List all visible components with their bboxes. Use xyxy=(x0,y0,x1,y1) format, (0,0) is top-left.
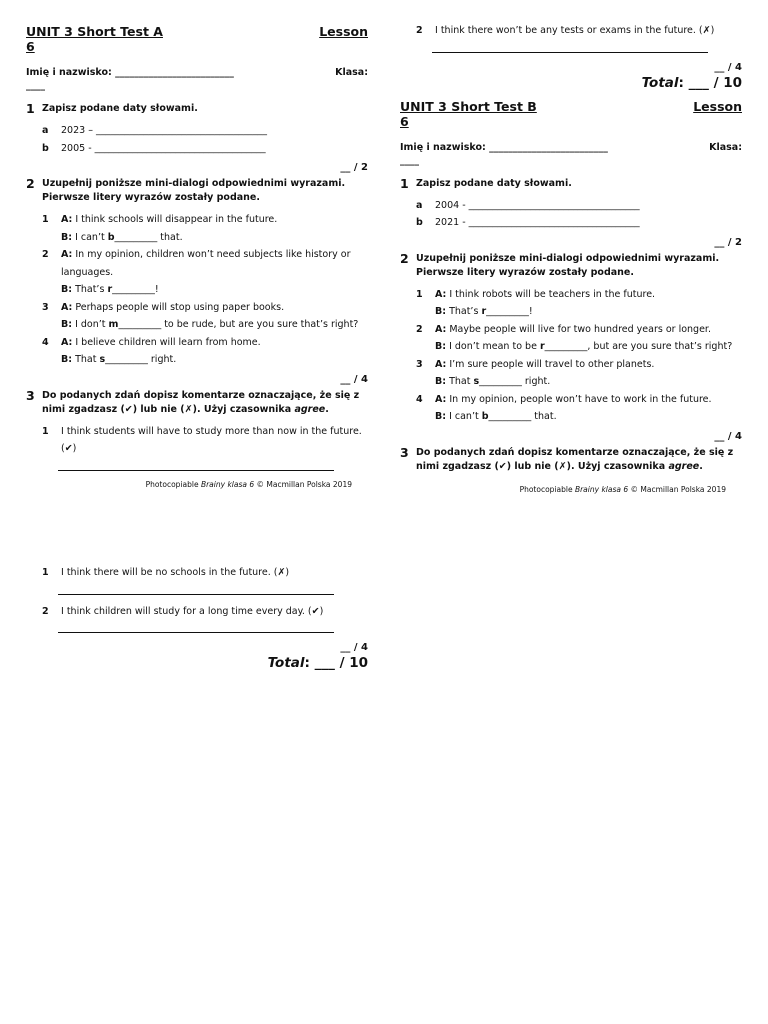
speaker-a: A: xyxy=(435,323,447,335)
test-a-lesson: Lesson xyxy=(319,24,368,39)
line-b-end: right. xyxy=(521,376,551,387)
item-label: a xyxy=(42,125,49,136)
speaker-b: B: xyxy=(61,319,73,330)
class-field: Klasa: xyxy=(709,141,742,153)
task-3-continued xyxy=(42,603,368,621)
answer-line[interactable] xyxy=(58,588,334,595)
item-number: 2 xyxy=(416,25,423,36)
instruction-text: Do podanych zdań dopisz komentarze oznaczające, że się z nimi zgadzasz (✔) lub nie (✗). Użyj czasownika xyxy=(42,389,360,415)
item-number: 2 xyxy=(416,323,423,335)
task-1-items xyxy=(42,122,368,157)
task-1 xyxy=(26,102,368,116)
carry-score: __ / 4 xyxy=(714,61,742,73)
line-b-start: That’s xyxy=(446,306,482,317)
task-2 xyxy=(26,177,368,205)
dialogue-item xyxy=(42,246,368,299)
first-letter: r xyxy=(539,341,545,352)
line-a: In my opinion, people won’t have to work in the future. xyxy=(446,393,712,405)
answer-blank: _________ xyxy=(544,341,588,352)
footer-text: Photocopiable xyxy=(145,479,201,489)
line-b-start: I don’t mean to be xyxy=(446,341,540,352)
line-a: I think schools will disappear in the future. xyxy=(72,214,278,225)
item-number: 1 xyxy=(42,214,49,225)
test-a-name-row xyxy=(26,66,368,79)
speaker-b: B: xyxy=(435,376,447,387)
item-label: b xyxy=(42,142,49,154)
dialogue-item xyxy=(416,321,742,356)
dialogue-item xyxy=(416,391,742,426)
task-2-score: __ / 4 xyxy=(340,373,368,385)
speaker-a: A: xyxy=(61,301,73,313)
item-label: b xyxy=(416,217,423,228)
task-number: 1 xyxy=(26,101,35,116)
answer-line[interactable] xyxy=(58,626,334,633)
item-label: a xyxy=(416,199,423,211)
item-number: 1 xyxy=(42,425,49,437)
first-letter: r xyxy=(481,306,487,317)
line-a: Maybe people will live for two hundred years or longer. xyxy=(446,323,711,335)
class-blank: ____ xyxy=(400,154,419,166)
first-letter: r xyxy=(107,284,113,295)
task-2-score: __ / 4 xyxy=(714,430,742,442)
speaker-a: A: xyxy=(435,358,447,370)
instruction-text: Do podanych zdań dopisz komentarze oznaczające, że się z nimi zgadzasz (✔) lub nie (✗). Użyj czasownika xyxy=(416,446,734,472)
total-value: : ___ / 10 xyxy=(304,655,368,671)
item-number: 4 xyxy=(42,336,49,348)
speaker-a: A: xyxy=(61,249,73,260)
line-a: I believe children will learn from home. xyxy=(72,336,261,348)
instruction-verb: agree xyxy=(668,460,700,472)
first-letter: s xyxy=(99,354,106,365)
statement-item xyxy=(42,564,368,582)
line-a: In my opinion, children won’t need subjects like history or languages. xyxy=(61,249,351,278)
line-b-start: I don’t xyxy=(72,319,109,330)
first-letter: m xyxy=(108,319,119,330)
line-b-end: ! xyxy=(528,306,533,317)
task-3 xyxy=(26,389,368,417)
item-number: 3 xyxy=(42,301,49,313)
test-a-title: UNIT 3 Short Test A xyxy=(26,24,163,39)
total-score xyxy=(26,655,368,671)
line-b-start: I can’t xyxy=(72,231,108,243)
name-field: Imię i nazwisko: _________________________ xyxy=(26,67,234,78)
item-text: 2005 - ____________________________________ xyxy=(61,142,266,154)
footer-copyright: © Macmillan Polska 2019 xyxy=(254,479,352,489)
task-2 xyxy=(400,252,742,280)
dialogue-item xyxy=(42,211,368,246)
line-b-end: , but are you sure that’s right? xyxy=(587,341,733,352)
statement-item xyxy=(416,22,742,40)
task-number: 3 xyxy=(400,444,409,460)
item-number: 1 xyxy=(42,567,49,578)
speaker-b: B: xyxy=(435,411,447,422)
dialogue-item xyxy=(42,334,368,369)
task-3-score: __ / 4 xyxy=(340,642,368,653)
task-2-items xyxy=(42,211,368,369)
footer-book: Brainy klasa 6 xyxy=(574,484,629,494)
line-b-end: right. xyxy=(147,354,177,365)
task-3 xyxy=(400,446,742,474)
test-a-page2 xyxy=(26,564,368,671)
speaker-a: A: xyxy=(435,393,447,405)
carry-over-item xyxy=(416,22,742,40)
test-b-title: UNIT 3 Short Test B xyxy=(400,98,537,114)
task-1 xyxy=(400,177,742,191)
line-a: I think robots will be teachers in the future. xyxy=(446,288,656,300)
instruction-end: . xyxy=(325,403,329,415)
test-a-header xyxy=(26,24,368,39)
speaker-b: B: xyxy=(61,231,73,243)
item-number: 4 xyxy=(416,393,423,405)
item-text: 2021 - ____________________________________ xyxy=(435,217,640,228)
item-number: 3 xyxy=(416,358,423,370)
test-a-lesson-number: 6 xyxy=(26,39,35,54)
task-instruction xyxy=(416,446,742,474)
footer-book: Brainy klasa 6 xyxy=(200,479,255,489)
date-item xyxy=(416,214,742,232)
task-instruction: Zapisz podane daty słowami. xyxy=(42,103,198,114)
answer-blank: _________ xyxy=(105,354,148,365)
statement-text: I think there won’t be any tests or exams in the future. (✗) xyxy=(435,25,715,36)
test-b-header xyxy=(400,99,742,114)
test-b xyxy=(400,22,742,495)
date-item xyxy=(416,197,742,215)
test-b-lesson: Lesson xyxy=(693,98,742,114)
instruction-end: . xyxy=(699,460,703,472)
statement-item xyxy=(42,423,368,458)
speaker-b: B: xyxy=(61,284,73,295)
dialogue-item xyxy=(42,299,368,334)
speaker-a: A: xyxy=(61,214,73,225)
item-text: 2023 – ____________________________________ xyxy=(61,125,267,136)
answer-blank: _________ xyxy=(488,411,532,422)
total-label: Total xyxy=(267,655,305,671)
answer-line[interactable] xyxy=(432,46,708,53)
task-1-score: __ / 2 xyxy=(340,162,368,173)
item-number: 2 xyxy=(42,249,49,260)
answer-blank: _________ xyxy=(118,319,162,330)
speaker-b: B: xyxy=(435,341,447,352)
line-b-start: That’s xyxy=(72,284,108,295)
line-a: I’m sure people will travel to other planets. xyxy=(446,358,655,370)
task-2-items xyxy=(416,286,742,426)
task-3-continued xyxy=(42,564,368,582)
dialogue-item xyxy=(416,286,742,321)
speaker-a: A: xyxy=(435,288,447,300)
statement-text: I think there will be no schools in the future. (✗) xyxy=(61,567,290,578)
footer xyxy=(26,479,368,490)
first-letter: b xyxy=(481,411,489,422)
total-value: : ___ / 10 xyxy=(678,74,742,91)
speaker-b: B: xyxy=(61,354,73,365)
date-item xyxy=(42,140,368,158)
class-field: Klasa: xyxy=(335,67,368,78)
line-a: Perhaps people will stop using paper books. xyxy=(72,301,285,313)
test-a-page1 xyxy=(26,24,368,490)
first-letter: b xyxy=(107,231,115,243)
line-b-start: I can’t xyxy=(446,411,482,422)
task-number: 2 xyxy=(400,250,409,266)
test-b-lesson-number: 6 xyxy=(400,113,409,129)
answer-blank: _________ xyxy=(112,284,155,295)
answer-blank: _________ xyxy=(479,376,522,387)
name-field: Imię i nazwisko: _________________________ xyxy=(400,141,608,153)
line-b-end: that. xyxy=(157,231,183,243)
answer-line[interactable] xyxy=(58,464,334,471)
statement-text: I think children will study for a long time every day. (✔) xyxy=(61,605,324,617)
line-b-end: to be rude, but are you sure that’s right? xyxy=(161,319,359,330)
footer xyxy=(400,484,742,495)
task-1-score: __ / 2 xyxy=(714,236,742,248)
statement-item xyxy=(42,603,368,621)
date-item xyxy=(42,122,368,140)
dialogue-item xyxy=(416,356,742,391)
first-letter: s xyxy=(473,376,480,387)
class-blank: ____ xyxy=(26,80,45,91)
answer-blank: _________ xyxy=(486,306,529,317)
item-number: 2 xyxy=(42,605,49,617)
instruction-verb: agree xyxy=(294,403,326,415)
task-instruction: Uzupełnij poniższe mini-dialogi odpowiednimi wyrazami. Pierwsze litery wyrazów zostały podane. xyxy=(416,252,720,278)
speaker-a: A: xyxy=(61,336,73,348)
footer-copyright: © Macmillan Polska 2019 xyxy=(628,484,726,494)
line-b-start: That xyxy=(72,354,100,365)
task-3-items xyxy=(42,423,368,458)
task-number: 2 xyxy=(26,176,35,191)
task-number: 1 xyxy=(400,175,409,191)
speaker-b: B: xyxy=(435,306,447,317)
test-b-name-row xyxy=(400,141,742,154)
total-label: Total xyxy=(641,74,679,91)
line-b-end: ! xyxy=(154,284,159,295)
total-score xyxy=(400,75,742,91)
statement-text: I think students will have to study more than now in the future. (✔) xyxy=(61,425,362,454)
task-instruction: Zapisz podane daty słowami. xyxy=(416,177,572,189)
line-b-end: that. xyxy=(531,411,557,422)
answer-blank: _________ xyxy=(114,231,158,243)
task-number: 3 xyxy=(26,387,35,403)
item-number: 1 xyxy=(416,288,423,300)
task-instruction: Uzupełnij poniższe mini-dialogi odpowiednimi wyrazami. Pierwsze litery wyrazów zostały podane. xyxy=(42,178,346,203)
line-b-start: That xyxy=(446,376,474,387)
task-1-items xyxy=(416,197,742,232)
item-text: 2004 - ____________________________________ xyxy=(435,199,640,211)
footer-text: Photocopiable xyxy=(519,484,575,494)
task-instruction xyxy=(42,389,368,417)
